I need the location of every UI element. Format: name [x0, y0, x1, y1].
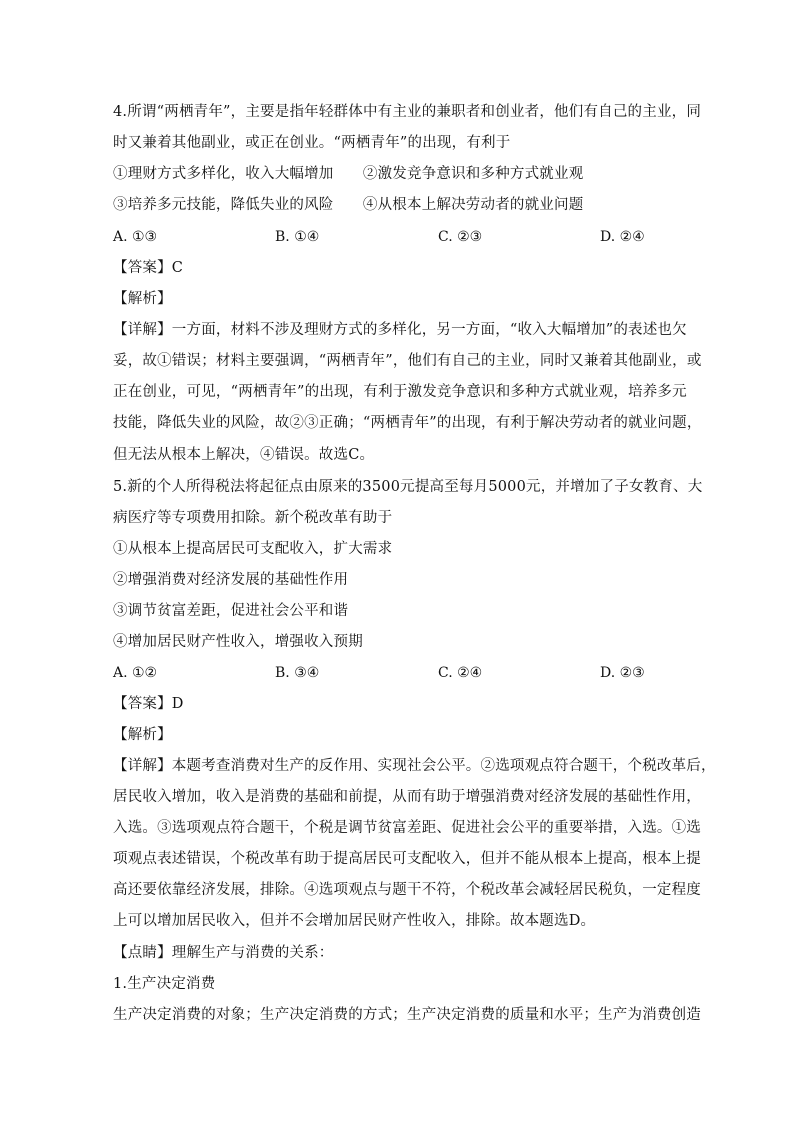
- q5-item: ④增加居民财产性收入，增强收入预期: [113, 634, 363, 650]
- q5-option-c: C. ②④: [438, 665, 483, 681]
- q5-detail-line: 居民收入增加，收入是消费的基础和前提，从而有助于增强消费对经济发展的基础性作用，: [113, 789, 701, 805]
- q5-option-a: A. ①②: [113, 665, 158, 681]
- q4-analysis-label: 【解析】: [113, 291, 172, 307]
- q4-option-b: B. ①④: [275, 229, 320, 245]
- q4-stem-line1: 4.所谓“两栖青年”，主要是指年轻群体中有主业的兼职者和创业者，他们有自己的主业，同: [113, 104, 702, 120]
- q5-detail-line: 入选。③选项观点符合题干，个税是调节贫富差距、促进社会公平的重要举措，入选。①选: [113, 820, 701, 836]
- q4-detail-line: 技能，降低失业的风险，故②③正确；“两栖青年”的出现，有利于解决劳动者的就业问题，: [113, 415, 702, 431]
- q4-detail-line: 妥，故①错误；材料主要强调，“两栖青年”，他们有自己的主业，同时又兼着其他副业，或: [113, 353, 702, 369]
- q4-items-line1: ①理财方式多样化，收入大幅增加 ②激发竞争意识和多种方式就业观: [113, 166, 584, 182]
- q5-detail-line: 高还要依靠经济发展，排除。④选项观点与题干不符，个税改革会减轻居民税负，一定程度: [113, 882, 701, 898]
- q4-answer: 【答案】C: [113, 260, 184, 276]
- q5-option-d: D. ②③: [600, 665, 645, 681]
- q5-detail-line: 【详解】本题考查消费对生产的反作用、实现社会公平。②选项观点符合题干，个税改革后，: [113, 758, 716, 774]
- q5-analysis-label: 【解析】: [113, 727, 172, 743]
- q5-item: ③调节贫富差距，促进社会公平和谐: [113, 603, 349, 619]
- q5-detail-line: 上可以增加居民收入，但并不会增加居民财产性收入，排除。故本题选D。: [113, 913, 596, 929]
- q5-item: ②增强消费对经济发展的基础性作用: [113, 572, 349, 588]
- q5-point1-title: 1.生产决定消费: [113, 976, 216, 992]
- q4-option-c: C. ②③: [438, 229, 483, 245]
- q5-item: ①从根本上提高居民可支配收入，扩大需求: [113, 541, 393, 557]
- q5-stem-line1: 5.新的个人所得税法将起征点由原来的3500元提高至每月5000元，并增加了子女教育、大: [113, 479, 703, 495]
- q4-detail-line: 但无法从根本上解决，④错误。故选C。: [113, 447, 375, 463]
- q5-option-b: B. ③④: [275, 665, 320, 681]
- q5-detail-line: 项观点表述错误，个税改革有助于提高居民可支配收入，但并不能从根本上提高，根本上提: [113, 851, 701, 867]
- q4-items-line2: ③培养多元技能，降低失业的风险 ④从根本上解决劳动者的就业问题: [113, 197, 584, 213]
- q4-stem-line2: 时又兼着其他副业，或正在创业。“两栖青年”的出现，有利于: [113, 135, 511, 151]
- q5-answer: 【答案】D: [113, 696, 184, 712]
- q5-point1-text: 生产决定消费的对象；生产决定消费的方式；生产决定消费的质量和水平；生产为消费创造: [113, 1007, 701, 1023]
- q4-option-d: D. ②④: [600, 229, 645, 245]
- q5-dianjing: 【点睛】理解生产与消费的关系：: [113, 945, 334, 961]
- q4-option-a: A. ①③: [113, 229, 158, 245]
- q4-detail-line: 【详解】一方面，材料不涉及理财方式的多样化，另一方面，“收入大幅增加”的表述也欠: [113, 322, 687, 338]
- q4-detail-line: 正在创业，可见，“两栖青年”的出现，有利于激发竞争意识和多种方式就业观，培养多元: [113, 384, 687, 400]
- q5-stem-line2: 病医疗等专项费用扣除。新个税改革有助于: [113, 510, 393, 526]
